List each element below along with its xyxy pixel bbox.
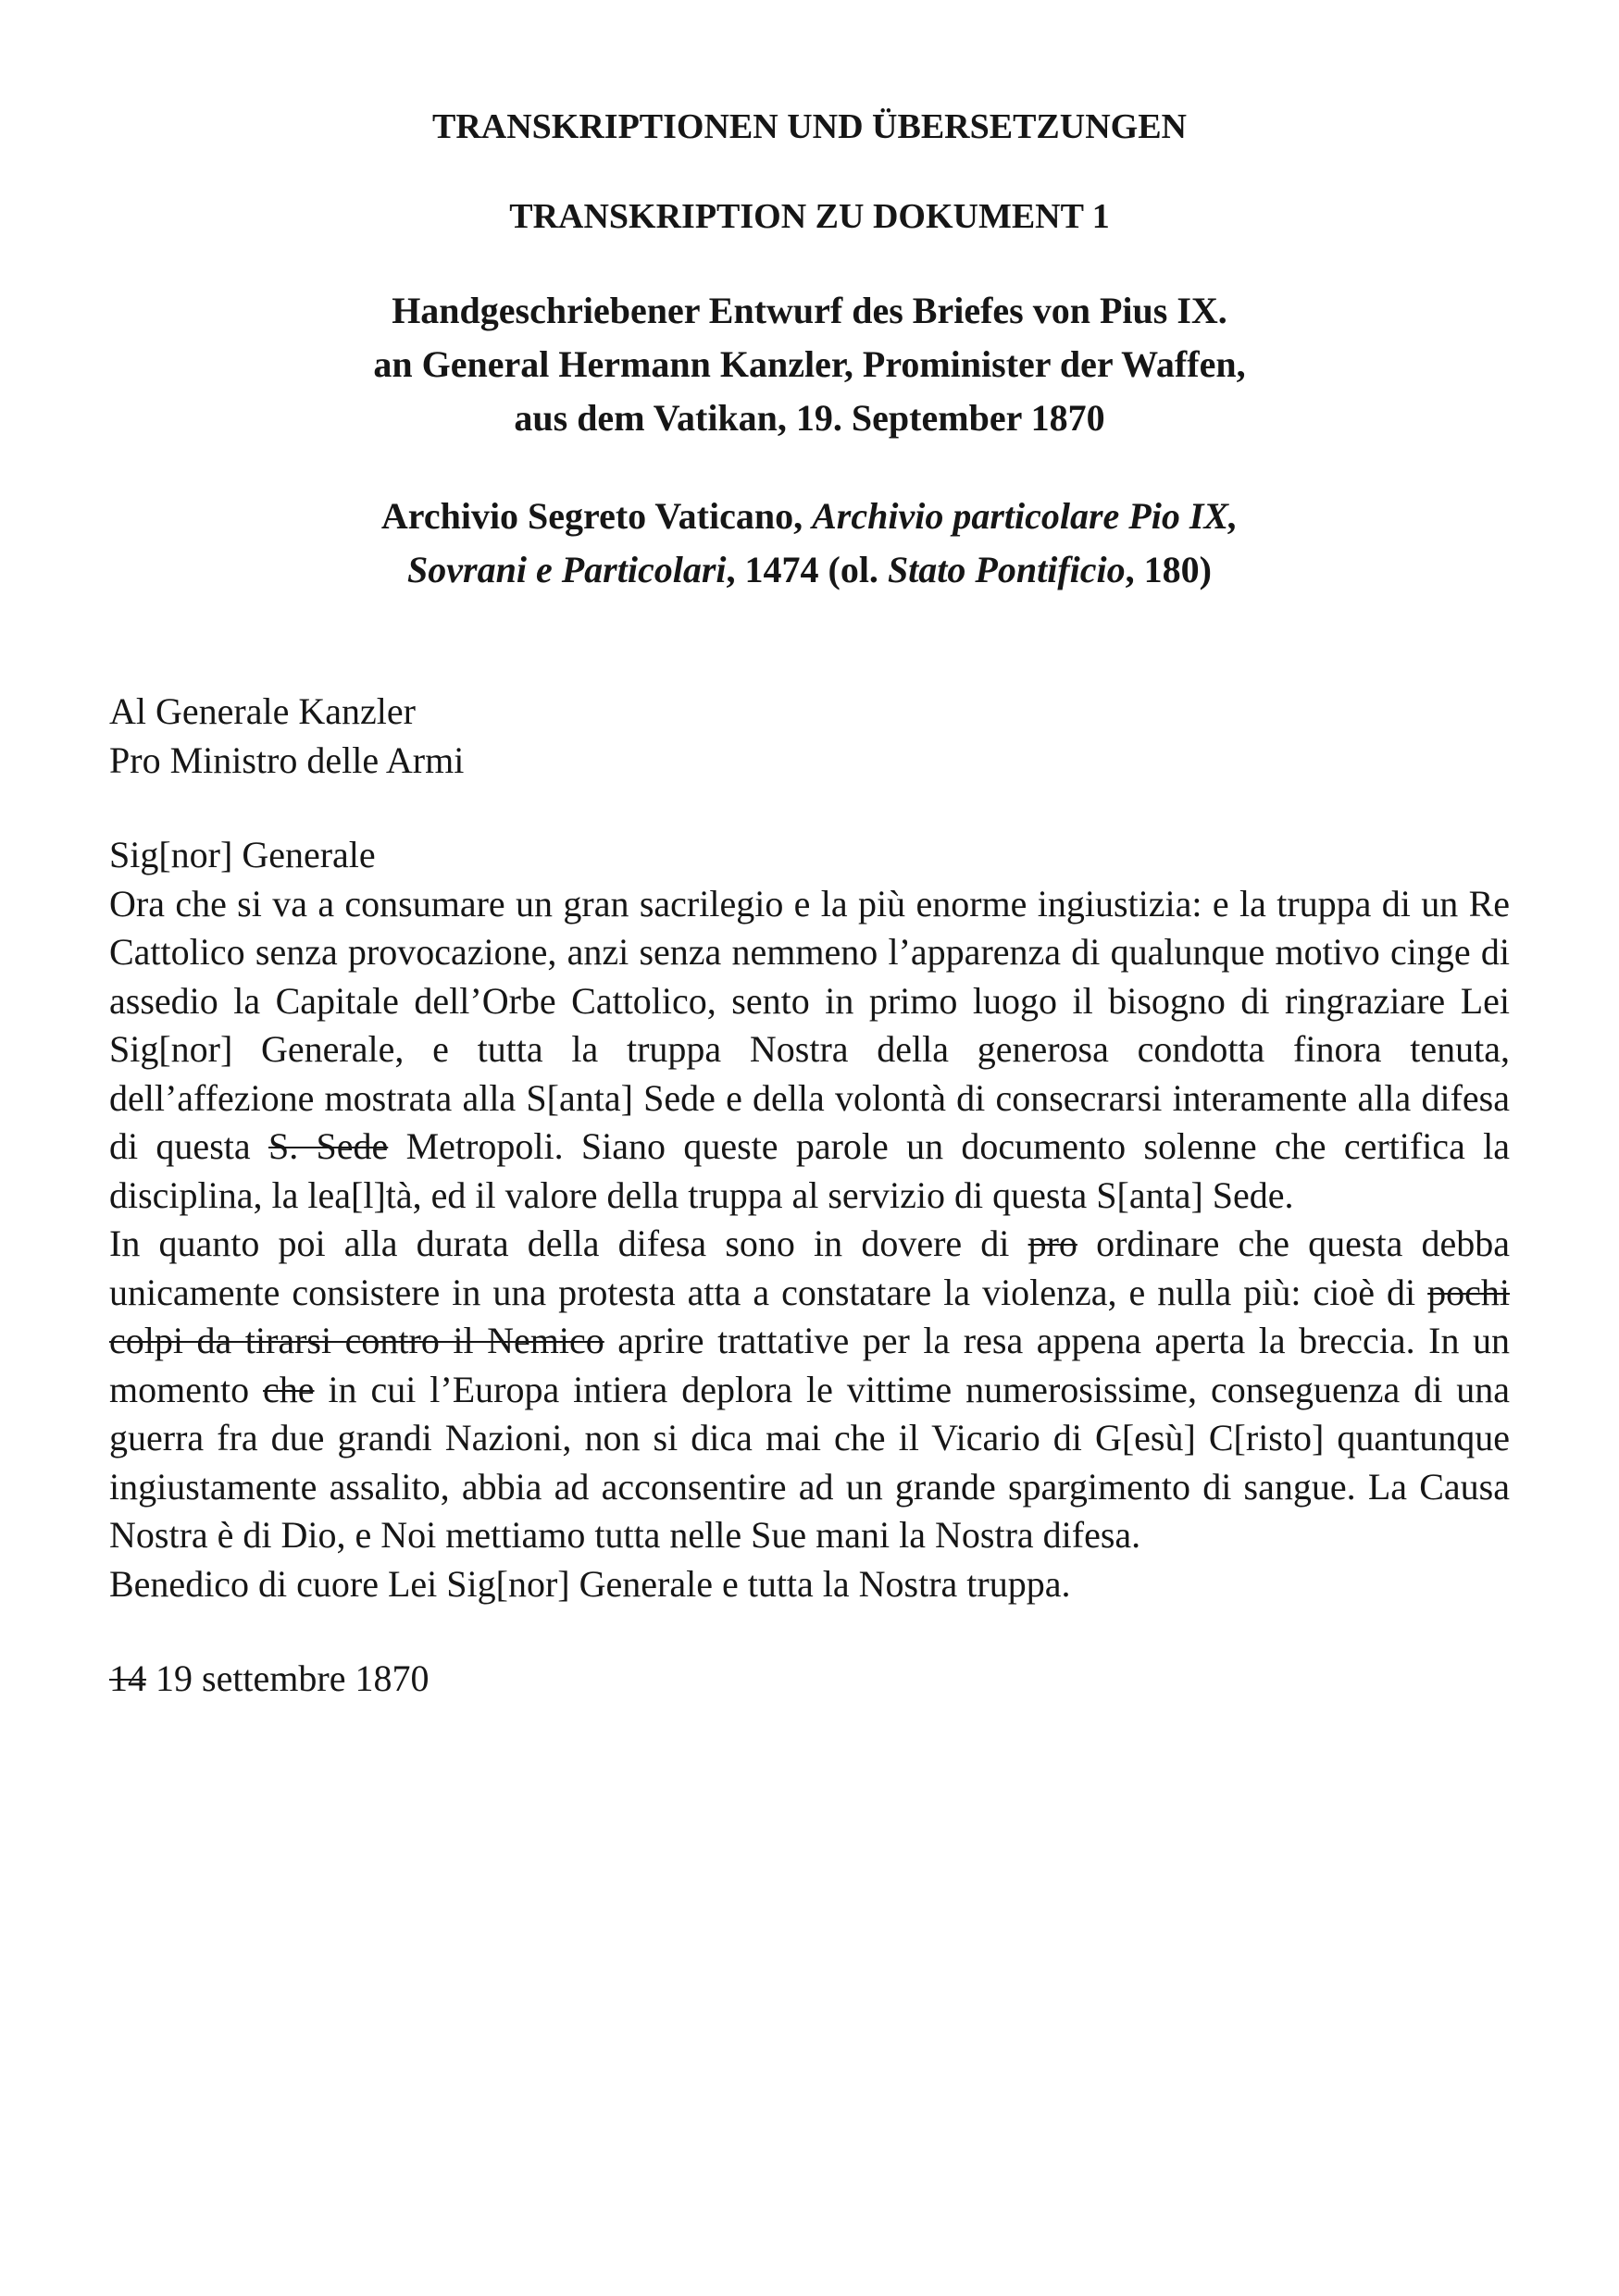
paragraph-1 <box>109 880 1510 1221</box>
paragraph-3: Benedico di cuore Lei Sig[nor] Generale e tutta la Nostra truppa. <box>109 1562 1071 1605</box>
archive-number: , 1474 (ol. <box>726 549 888 590</box>
paragraph-2-text-b: ordinare che questa debba unicamente consistere in una protesta atta a constatare la violenza, e nulla più: cioè di <box>109 1222 1511 1313</box>
archive-reference <box>109 490 1510 597</box>
archive-series: Sovrani e Particolari <box>407 549 727 590</box>
struck-date: 14 <box>109 1657 146 1699</box>
document-heading: TRANSKRIPTION ZU DOKUMENT 1 <box>509 197 1110 236</box>
archive-reference-line-1 <box>109 490 1510 543</box>
struck-text: che <box>263 1368 315 1410</box>
paragraph-1-text-a: Ora che si va a consumare un gran sacrilegio e la più enorme ingiustizia: e la truppa di un Re Cattolico senza provocazione, anzi senza nemmeno l’apparenza di qualunque motivo cinge di assedio la Capitale dell’Orbe Cattolico, sento in primo luogo il bisogno di ringraziare Lei Sig[nor] Generale, e tutta la truppa Nostra della generosa condotta finora tenuta, dell’affezione mostrata alla S[anta] Sede e della volontà di consecrarsi interamente alla difesa di questa <box>109 882 1510 1167</box>
paragraph-2-text-d: in cui l’Europa intiera deplora le vittime numerosissime, conseguenza di una guerra fra due grandi Nazioni, non si dica mai che il Vicario di G[esù] C[risto] quantunque ingiustamente assalito, abbia ad acconsentire ad un grande spargimento di sangue. La Causa Nostra è di Dio, e Noi mettiamo tutta nelle Sue mani la Nostra difesa. <box>109 1368 1511 1556</box>
struck-text: pochi colpi da tirarsi contro il Nemico <box>109 1271 1510 1361</box>
section-heading: TRANSKRIPTIONEN UND ÜBERSETZUNGEN <box>431 107 1188 146</box>
document-title-line-1: Handgeschriebener Entwurf des Briefes von Pius IX. <box>392 290 1227 331</box>
archive-reference-line-2 <box>109 543 1510 597</box>
address-line-1: Al Generale Kanzler <box>109 690 416 732</box>
archive-old-series: Stato Pontificio <box>887 549 1126 590</box>
salutation: Sig[nor] Generale <box>109 834 376 875</box>
paragraph-1-text-b: Metropoli. Siano queste parole un documento solenne che certifica la disciplina, la lea[l]tà, ed il valore della truppa al servizio di questa S[anta] Sede. <box>109 1125 1511 1216</box>
document-title-line-2: an General Hermann Kanzler, Prominister der Waffen, <box>373 343 1246 385</box>
letter-date <box>109 1655 1510 1704</box>
paragraph-2 <box>109 1220 1510 1560</box>
letter-body <box>109 688 1510 1704</box>
archive-old-number: , 180) <box>1125 549 1212 590</box>
archive-fonds: Archivio particolare Pio IX, <box>812 495 1239 537</box>
address-line-2: Pro Ministro delle Armi <box>109 738 465 781</box>
struck-text: S. Sede <box>268 1125 389 1167</box>
paragraph-2-text-c: aprire trattative per la resa appena aperta la breccia. In un momento <box>109 1320 1511 1410</box>
date-text: 19 settembre 1870 <box>146 1657 430 1699</box>
document-title-line-3: aus dem Vatikan, 19. September 1870 <box>514 397 1105 439</box>
archive-name: Archivio Segreto Vaticano, <box>380 495 813 537</box>
document-title <box>109 284 1510 445</box>
paragraph-2-text-a: In quanto poi alla durata della difesa sono in dovere di <box>109 1222 1028 1264</box>
struck-text: pro <box>1027 1222 1077 1264</box>
